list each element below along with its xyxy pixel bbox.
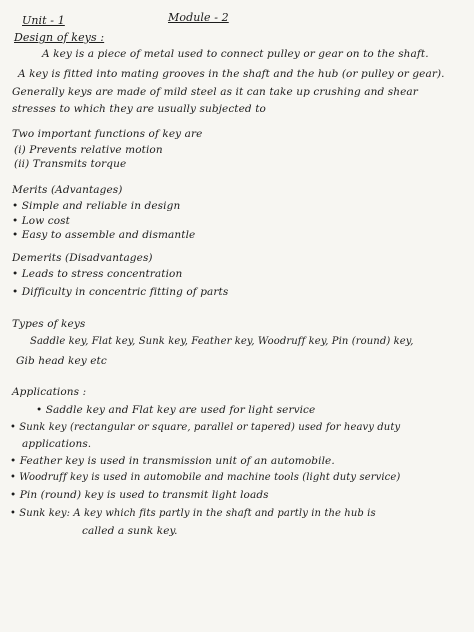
application-line: • Sunk key: A key which fits partly in the shaft and partly in the hub is — [10, 508, 376, 519]
types-heading: Types of keys — [12, 318, 86, 330]
demerits-heading: Demerits (Disadvantages) — [12, 252, 153, 264]
intro-line: stresses to which they are usually subjected to — [12, 103, 266, 115]
application-line: called a sunk key. — [82, 525, 178, 537]
functions-heading: Two important functions of key are — [12, 128, 203, 140]
application-line: • Saddle key and Flat key are used for light service — [36, 404, 316, 416]
merit-item: • Easy to assemble and dismantle — [12, 229, 196, 241]
merit-item: • Simple and reliable in design — [12, 200, 181, 212]
merit-item: • Low cost — [12, 215, 70, 227]
application-line: • Pin (round) key is used to transmit light loads — [10, 489, 269, 501]
applications-heading: Applications : — [12, 386, 87, 398]
demerit-item: • Difficulty in concentric fitting of parts — [12, 286, 229, 298]
application-line: • Feather key is used in transmission unit of an automobile. — [10, 455, 335, 467]
application-line: • Woodruff key is used in automobile and machine tools (light duty service) — [10, 472, 401, 483]
unit-label: Unit - 1 — [22, 14, 65, 27]
page-title: Design of keys : — [14, 31, 105, 44]
function-item: (i) Prevents relative motion — [14, 144, 163, 156]
module-label: Module - 2 — [168, 11, 229, 24]
intro-line: Generally keys are made of mild steel as it can take up crushing and shear — [12, 86, 418, 98]
types-line: Saddle key, Flat key, Sunk key, Feather key, Woodruff key, Pin (round) key, — [30, 336, 414, 347]
merits-heading: Merits (Advantages) — [12, 184, 123, 196]
intro-line: A key is fitted into mating grooves in the shaft and the hub (or pulley or gear). — [18, 68, 445, 80]
function-item: (ii) Transmits torque — [14, 158, 127, 170]
application-line: applications. — [22, 438, 92, 450]
intro-line: A key is a piece of metal used to connect pulley or gear on to the shaft. — [42, 48, 429, 60]
types-line: Gib head key etc — [16, 355, 107, 367]
application-line: • Sunk key (rectangular or square, parallel or tapered) used for heavy duty — [10, 422, 401, 433]
demerit-item: • Leads to stress concentration — [12, 268, 183, 280]
